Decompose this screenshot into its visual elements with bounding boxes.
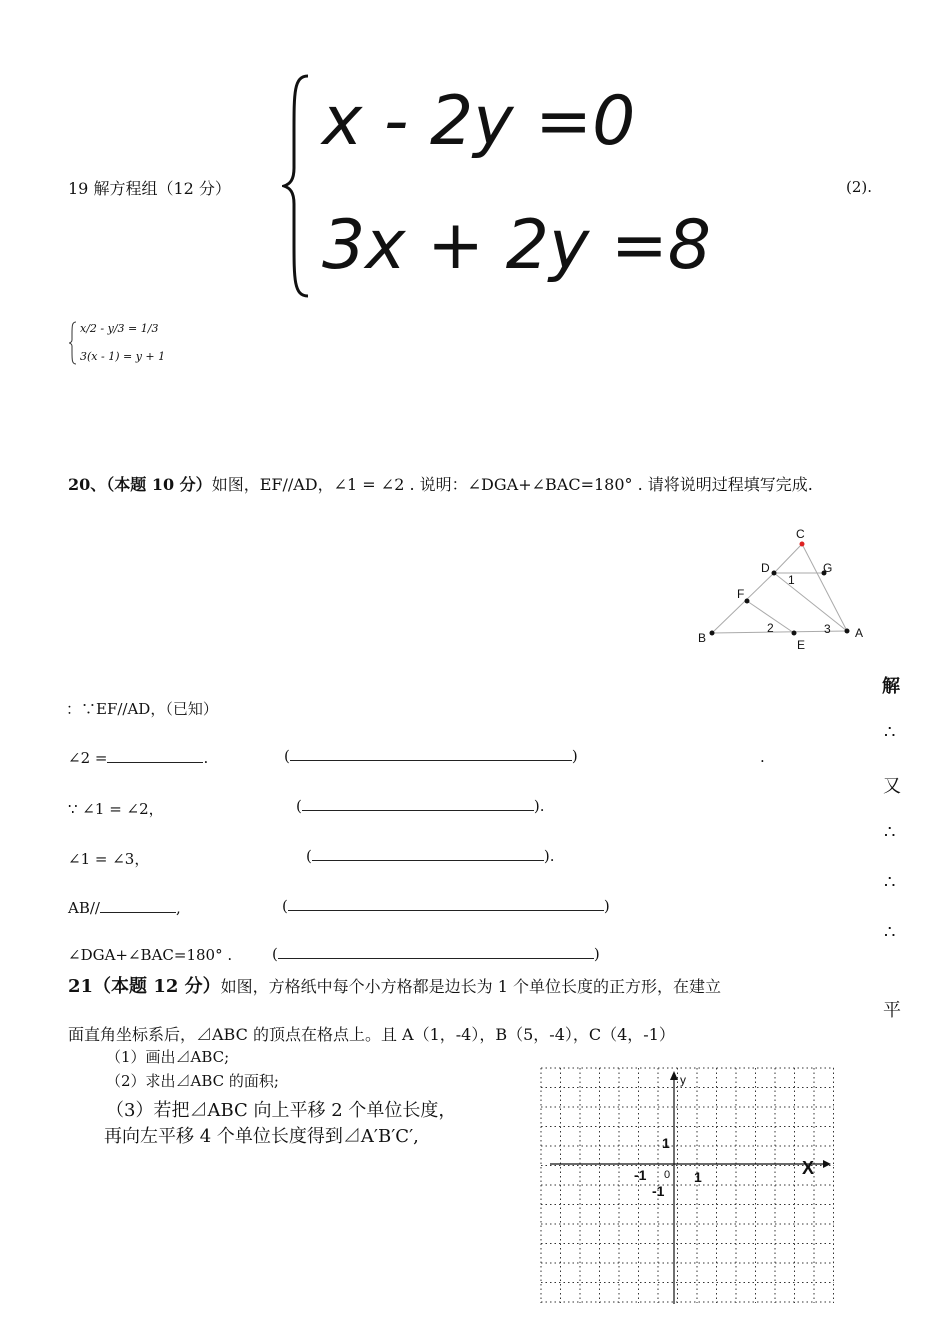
y-axis-label: y xyxy=(680,1073,686,1087)
q20-step-4-text: AB// xyxy=(68,899,100,917)
q20-step-1-answer-blank[interactable] xyxy=(107,748,203,763)
y-tick-1: 1 xyxy=(662,1135,670,1151)
side-label-you: 又 xyxy=(883,776,901,797)
point-A xyxy=(845,629,850,634)
q21-heading-text: 如图，方格纸中每个小方格都是边长为 1 个单位长度的正方形，在建立 xyxy=(220,977,721,996)
side-label-therefore-2: ∴ xyxy=(884,822,896,843)
line-CD xyxy=(774,544,802,573)
q20-step-1-trailing-dot: . xyxy=(760,748,765,766)
q20-step-2-tail: ). xyxy=(533,797,545,815)
q20-step-1-tail: . xyxy=(203,749,209,767)
q20-step-1-text: ∠2 = xyxy=(68,749,108,767)
q21-item-1: （1）画出⊿ABC; xyxy=(106,1048,230,1066)
x-axis-arrow xyxy=(823,1160,831,1168)
angle-label-2: 2 xyxy=(767,621,774,635)
label-D: D xyxy=(761,561,770,575)
q20-heading-text: 如图，EF//AD，∠1 = ∠2 . 说明：∠DGA+∠BAC=180° . 请将说明过程填写完成. xyxy=(211,475,813,494)
q20-step-2-reason: ( ). xyxy=(296,797,545,815)
side-label-jie: 解 xyxy=(882,676,900,697)
y-axis-arrow xyxy=(670,1071,678,1080)
label-A: A xyxy=(855,626,864,640)
small-system-brace xyxy=(68,320,78,366)
side-label-ping: 平 xyxy=(883,1000,901,1021)
q20-step-4-answer-blank[interactable] xyxy=(100,898,176,913)
q21-item-3a: （3）若把⊿ABC 向上平移 2 个单位长度， xyxy=(106,1100,457,1121)
q20-step-1 xyxy=(68,748,208,767)
point-E xyxy=(792,631,797,636)
x-tick-neg-1: -1 xyxy=(634,1167,647,1183)
q20-step-3-reason-blank[interactable] xyxy=(312,846,544,861)
point-C xyxy=(800,542,805,547)
q21-item-2: （2）求出⊿ABC 的面积; xyxy=(106,1072,279,1090)
q19-equation-2: 3x + 2y =8 xyxy=(322,206,712,285)
q19-label: 19 解方程组（12 分） xyxy=(68,179,231,198)
q20-step-3-reason: ( ). xyxy=(306,847,555,865)
q21-item-3b: 再向左平移 4 个单位长度得到⊿A′B′C′, xyxy=(104,1126,419,1147)
origin-label: 0 xyxy=(664,1169,671,1181)
system-brace xyxy=(282,72,312,300)
q20-step-3-tail: ). xyxy=(543,847,555,865)
point-F xyxy=(745,599,750,604)
angle-label-3: 3 xyxy=(824,622,831,636)
q20-heading xyxy=(68,472,813,495)
q20-step-1-reason: ( ) xyxy=(284,747,578,765)
q20-step-5-reason-blank[interactable] xyxy=(278,944,594,959)
q20-step-0: ：∵EF//AD，（已知） xyxy=(66,700,218,718)
q20-step-4 xyxy=(68,898,181,917)
q21-coordinate-grid xyxy=(538,1066,838,1306)
q19-equation-1: x - 2y =0 xyxy=(322,82,636,161)
label-E: E xyxy=(797,638,806,652)
angle-label-1: 1 xyxy=(788,573,795,587)
side-label-therefore-3: ∴ xyxy=(884,872,896,893)
line-CA xyxy=(802,544,847,631)
side-label-therefore-4: ∴ xyxy=(884,922,896,943)
q20-heading-bold: 20、（本题 10 分） xyxy=(68,475,212,494)
point-D xyxy=(772,571,777,576)
q19-small-equation-1: x/2 - y/3 = 1/3 xyxy=(80,322,159,335)
q20-step-3-text: ∠1 = ∠3， xyxy=(68,850,150,868)
x-tick-1: 1 xyxy=(694,1169,702,1185)
q21-line-2: 面直角坐标系后，⊿ABC 的顶点在格点上。且 A（1，-4），B（5，-4），C（4，-1） xyxy=(68,1025,675,1044)
side-label-therefore-1: ∴ xyxy=(884,722,896,743)
q20-step-4-tail: , xyxy=(175,899,181,917)
q20-step-2-text: ∵ ∠1 = ∠2， xyxy=(68,800,164,818)
y-tick-neg-1: -1 xyxy=(652,1183,665,1199)
q19-part2-label: (2). xyxy=(846,178,873,196)
q20-step-5-reason: ( ) xyxy=(272,945,600,963)
grid-lines xyxy=(541,1068,834,1303)
q20-step-5-text: ∠DGA+∠BAC=180° . xyxy=(68,946,233,964)
label-C: C xyxy=(796,527,805,541)
label-F: F xyxy=(737,587,745,601)
q21-heading xyxy=(68,972,721,998)
line-DA xyxy=(774,573,847,631)
q20-step-2-reason-blank[interactable] xyxy=(302,796,534,811)
q20-step-4-reason: ( ) xyxy=(282,897,610,915)
q20-figure xyxy=(690,522,870,654)
q20-step-4-reason-blank[interactable] xyxy=(288,896,604,911)
x-axis-label: X xyxy=(802,1158,815,1178)
line-DB xyxy=(712,573,774,633)
label-B: B xyxy=(698,631,707,645)
q20-step-1-reason-blank[interactable] xyxy=(290,746,572,761)
point-B xyxy=(710,631,715,636)
q21-heading-bold: 21（本题 12 分） xyxy=(68,976,221,997)
label-G: G xyxy=(823,561,833,575)
q19-small-equation-2: 3(x - 1) = y + 1 xyxy=(80,350,166,363)
